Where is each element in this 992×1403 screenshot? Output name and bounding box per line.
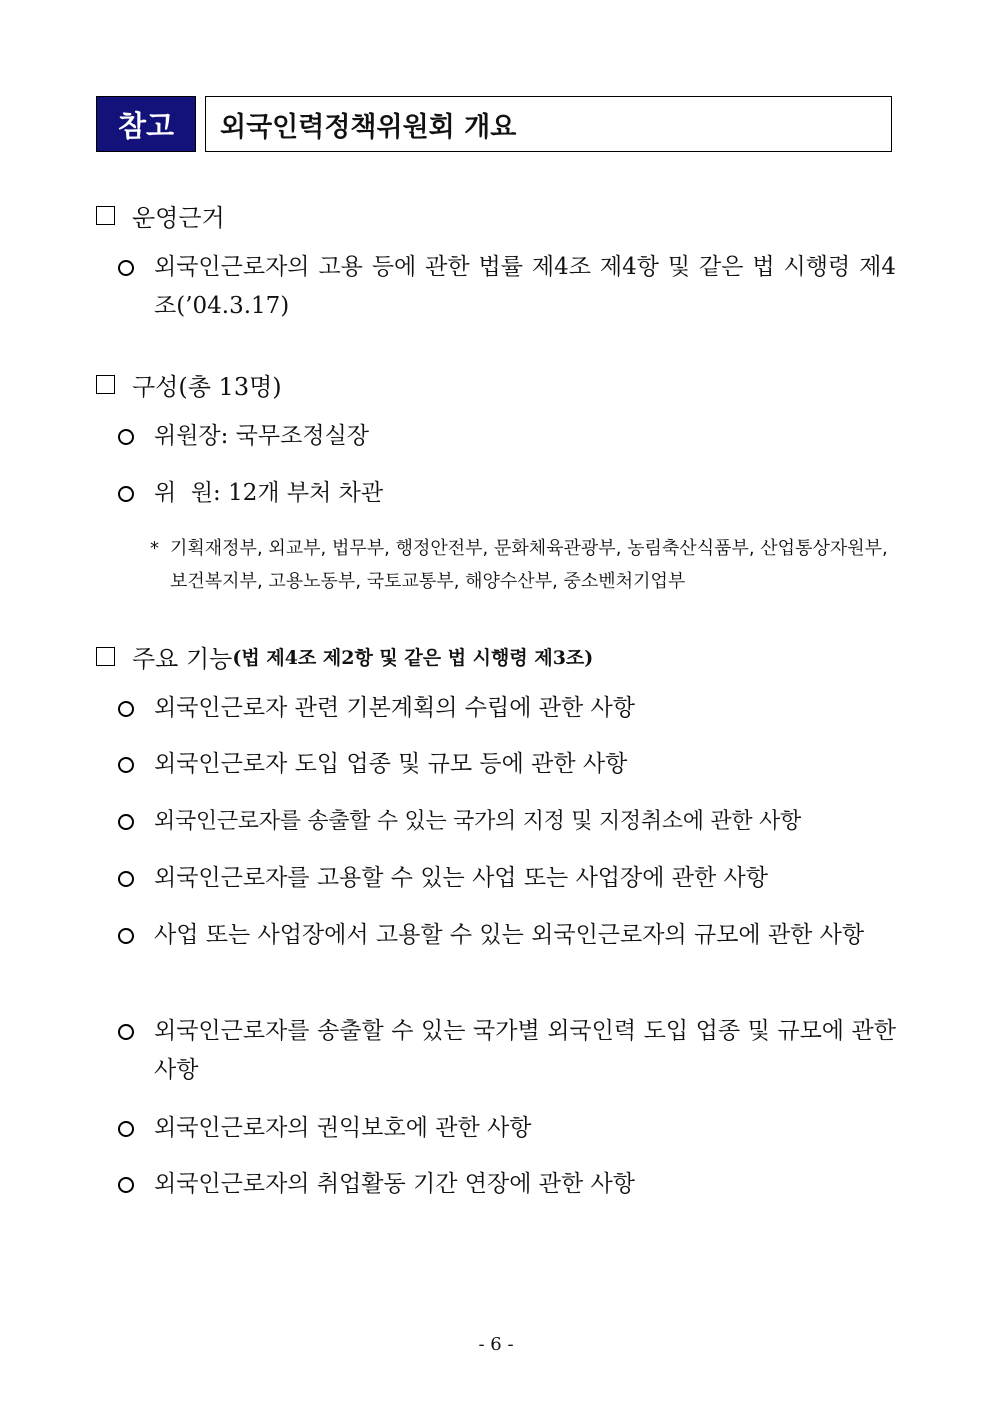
- ministry-note: [150, 532, 895, 598]
- section-subtitle: (법 제4조 제2항 및 같은 법 시행령 제3조): [232, 647, 594, 669]
- bullet-circle-icon: [118, 260, 134, 276]
- bullet-circle-icon: [118, 486, 134, 502]
- list-item: 외국인근로자 관련 기본계획의 수립에 관한 사항: [118, 689, 896, 728]
- list-item: 위 원: 12개 부처 차관: [118, 474, 896, 513]
- list-item: 외국인근로자의 고용 등에 관한 법률 제4조 제4항 및 같은 법 시행령 제4조(’04.3.17): [118, 248, 896, 326]
- bullet-circle-icon: [118, 429, 134, 445]
- list-item: 외국인근로자 도입 업종 및 규모 등에 관한 사항: [118, 745, 896, 784]
- note-marker: *: [150, 538, 159, 559]
- bullet-circle-icon: [118, 928, 134, 944]
- document-title: 외국인력정책위원회 개요: [205, 96, 892, 152]
- reference-badge: 참고: [96, 96, 196, 152]
- bullet-circle-icon: [118, 814, 134, 830]
- bullet-circle-icon: [118, 1024, 134, 1040]
- list-item: 사업 또는 사업장에서 고용할 수 있는 외국인근로자의 규모에 관한 사항: [118, 916, 896, 955]
- section-functions-heading: [96, 639, 593, 674]
- document-header: [96, 96, 892, 152]
- bullet-circle-icon: [118, 701, 134, 717]
- section-basis-heading: [96, 198, 225, 233]
- list-item: 외국인근로자를 송출할 수 있는 국가의 지정 및 지정취소에 관한 사항: [118, 802, 896, 841]
- checkbox-square-icon: [96, 375, 115, 394]
- page-number: - 6 -: [478, 1334, 514, 1355]
- checkbox-square-icon: [96, 206, 115, 225]
- section-title: 구성(총 13명): [132, 373, 282, 401]
- bullet-circle-icon: [118, 871, 134, 887]
- bullet-circle-icon: [118, 757, 134, 773]
- bullet-circle-icon: [118, 1177, 134, 1193]
- list-item: 위원장: 국무조정실장: [118, 417, 896, 456]
- list-item: 외국인근로자를 고용할 수 있는 사업 또는 사업장에 관한 사항: [118, 859, 896, 898]
- list-item: 외국인근로자의 취업활동 기간 연장에 관한 사항: [118, 1165, 896, 1204]
- list-item: 외국인근로자의 권익보호에 관한 사항: [118, 1109, 896, 1148]
- bullet-circle-icon: [118, 1121, 134, 1137]
- section-composition-heading: [96, 367, 282, 402]
- section-title: 주요 기능: [132, 645, 233, 673]
- note-text: 기획재정부, 외교부, 법무부, 행정안전부, 문화체육관광부, 농림축산식품부, 산업통상자원부, 보건복지부, 고용노동부, 국토교통부, 해양수산부, 중소벤처기업부: [170, 538, 888, 592]
- section-title: 운영근거: [132, 204, 225, 232]
- list-item: 외국인근로자를 송출할 수 있는 국가별 외국인력 도입 업종 및 규모에 관한 사항: [118, 1012, 896, 1090]
- checkbox-square-icon: [96, 647, 115, 666]
